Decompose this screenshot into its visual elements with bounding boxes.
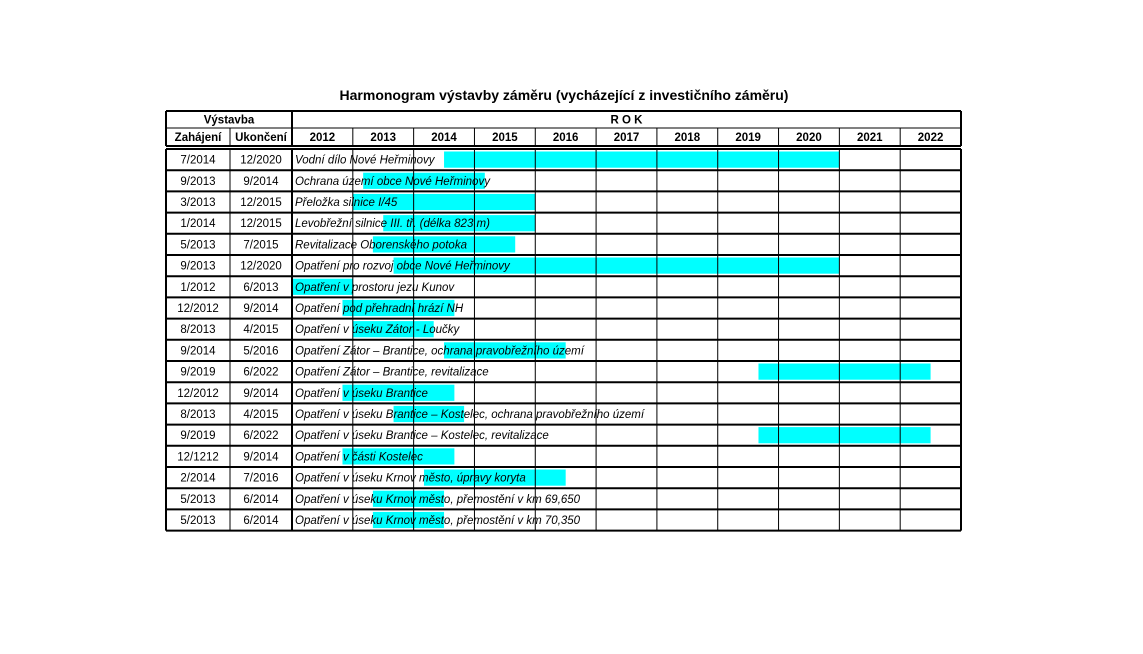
task-start-date: 12/1212 <box>177 451 219 464</box>
year-tick-label: 2017 <box>613 132 640 144</box>
task-name: Vodní dílo Nové Heřminovy <box>295 154 435 167</box>
task-start-date: 9/2014 <box>180 345 216 358</box>
task-start-date: 8/2013 <box>180 409 216 421</box>
task-end-date: 9/2014 <box>243 175 279 188</box>
year-tick-label: 2016 <box>552 132 579 144</box>
task-end-date: 12/2015 <box>240 218 282 231</box>
task-end-date: 12/2020 <box>240 260 282 273</box>
year-tick-label: 2014 <box>431 132 457 144</box>
grid-layer <box>166 111 961 531</box>
task-name: Opatření pro rozvoj obce Nové Heřminovy <box>295 260 510 273</box>
task-name: Levobřežní silnice III. tř. (délka 823 m) <box>295 218 490 231</box>
text-layer <box>175 115 944 528</box>
task-end-date: 12/2020 <box>240 154 282 167</box>
task-end-date: 5/2016 <box>243 345 279 358</box>
task-bar <box>758 364 930 380</box>
task-start-date: 9/2013 <box>180 260 216 273</box>
task-end-date: 4/2015 <box>243 324 279 337</box>
task-end-date: 12/2015 <box>240 197 282 209</box>
task-end-date: 7/2015 <box>243 239 279 252</box>
task-start-date: 12/2012 <box>177 303 219 315</box>
task-end-date: 9/2014 <box>243 387 279 400</box>
task-end-date: 9/2014 <box>243 303 279 315</box>
task-end-date: 6/2013 <box>243 281 279 294</box>
task-start-date: 1/2012 <box>180 281 216 294</box>
task-start-date: 9/2019 <box>180 430 216 443</box>
task-bar <box>758 427 930 443</box>
task-name: Opatření v úseku Krnov město, přemostění v km 69,650 <box>295 493 581 506</box>
task-end-date: 9/2014 <box>243 451 279 464</box>
task-name: Opatření v úseku Brantice – Kostelec, ochrana pravobřežního území <box>295 409 645 421</box>
year-tick-label: 2013 <box>370 132 397 144</box>
task-start-date: 5/2013 <box>180 493 216 506</box>
task-end-date: 6/2014 <box>243 515 279 527</box>
task-start-date: 8/2013 <box>180 324 216 337</box>
year-tick-label: 2019 <box>735 132 761 144</box>
task-name: Opatření v úseku Krnov město, úpravy koryta <box>295 472 526 485</box>
year-tick-label: 2020 <box>796 132 822 144</box>
task-start-date: 9/2013 <box>180 175 216 188</box>
task-start-date: 5/2013 <box>180 515 216 527</box>
task-name: Opatření v úseku Krnov město, přemostění v km 70,350 <box>295 515 581 527</box>
task-name: Opatření Zátor – Brantice, ochrana pravobřežního území <box>295 345 584 358</box>
task-start-date: 7/2014 <box>180 154 216 167</box>
task-name: Opatření v úseku Brantice <box>295 387 428 400</box>
task-end-date: 4/2015 <box>243 409 279 421</box>
task-start-date: 9/2019 <box>180 366 216 379</box>
task-name: Opatření v prostoru jezu Kunov <box>295 281 455 294</box>
header-end: Ukončení <box>235 132 287 144</box>
task-end-date: 6/2014 <box>243 493 279 506</box>
chart-title: Harmonogram výstavby záměru (vycházející z investičního záměru) <box>339 87 789 103</box>
task-start-date: 2/2014 <box>180 472 216 485</box>
task-end-date: 6/2022 <box>243 430 279 443</box>
task-start-date: 12/2012 <box>177 387 219 400</box>
header-start: Zahájení <box>174 132 222 144</box>
task-end-date: 7/2016 <box>243 472 279 485</box>
year-tick-label: 2018 <box>674 132 701 144</box>
task-name: Přeložka silnice I/45 <box>295 197 398 209</box>
task-name: Opatření pod přehradní hrází NH <box>295 303 464 315</box>
task-name: Opatření Zátor – Brantice, revitalizace <box>295 366 489 379</box>
task-name: Opatření v úseku Zátor - Loučky <box>295 324 460 337</box>
task-start-date: 3/2013 <box>180 197 216 209</box>
header-year-group: R O K <box>610 114 643 127</box>
year-tick-label: 2012 <box>309 132 336 144</box>
task-start-date: 1/2014 <box>180 218 216 231</box>
task-name: Revitalizace Oborenského potoka <box>295 239 467 252</box>
header-construction: Výstavba <box>203 114 255 127</box>
task-name: Opatření v úseku Brantice – Kostelec, revitalizace <box>295 430 549 443</box>
task-end-date: 6/2022 <box>243 366 279 379</box>
task-bar <box>444 152 839 168</box>
task-start-date: 5/2013 <box>180 239 216 252</box>
year-tick-label: 2021 <box>856 132 883 144</box>
task-name: Opatření v části Kostelec <box>295 451 423 464</box>
year-tick-label: 2015 <box>492 132 518 144</box>
task-name: Ochrana území obce Nové Heřminovy <box>295 175 490 188</box>
year-tick-label: 2022 <box>917 132 944 144</box>
